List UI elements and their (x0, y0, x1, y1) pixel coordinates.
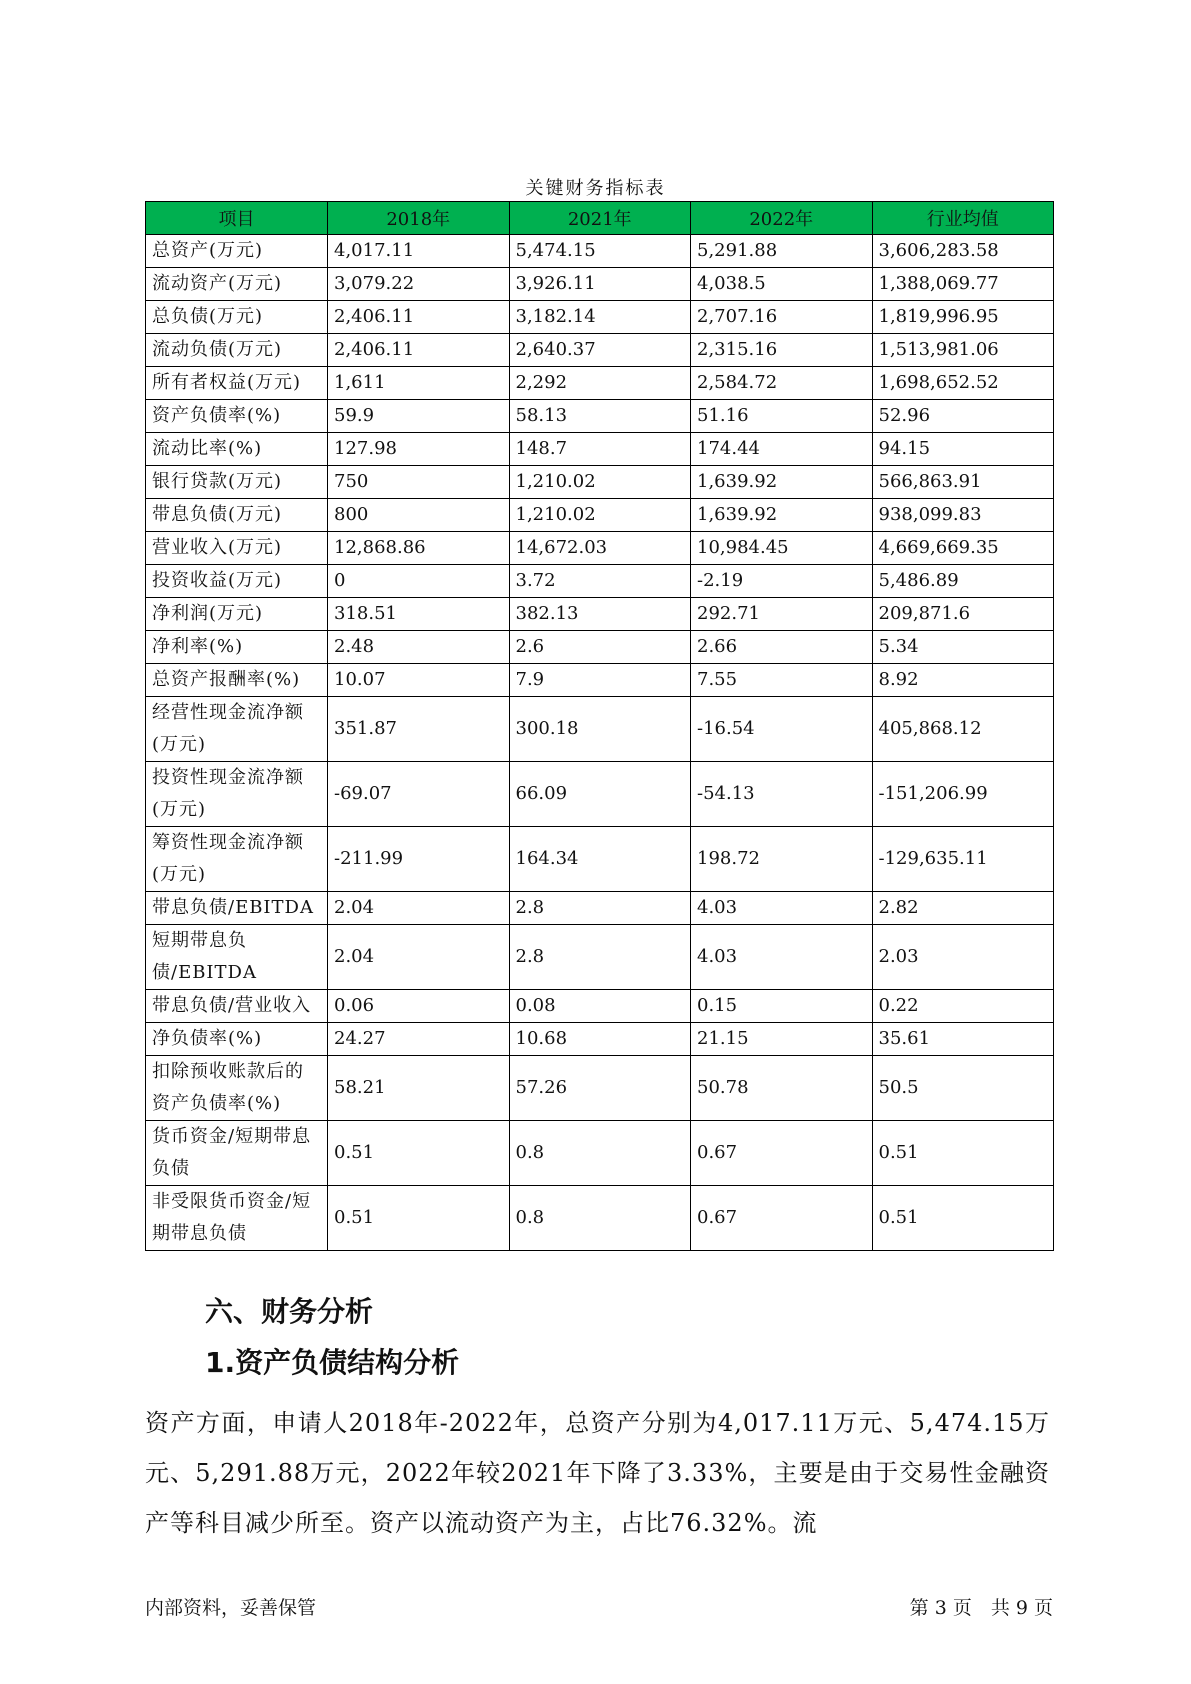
table-cell: 5,291.88 (691, 235, 873, 268)
table-cell: 4,669,669.35 (872, 532, 1054, 565)
table-cell: -16.54 (691, 697, 873, 762)
row-label: 筹资性现金流净额(万元) (146, 827, 328, 892)
table-cell: -129,635.11 (872, 827, 1054, 892)
table-cell: -211.99 (328, 827, 510, 892)
table-cell: 300.18 (509, 697, 691, 762)
row-label: 总负债(万元) (146, 301, 328, 334)
table-row (146, 400, 1054, 433)
table-cell: 148.7 (509, 433, 691, 466)
table-cell: 3,182.14 (509, 301, 691, 334)
table-cell: 24.27 (328, 1023, 510, 1056)
table-cell: -54.13 (691, 762, 873, 827)
table-cell: 3,926.11 (509, 268, 691, 301)
table-cell: 3,079.22 (328, 268, 510, 301)
table-cell: 2.66 (691, 631, 873, 664)
table-cell: 4,017.11 (328, 235, 510, 268)
table-cell: 3,606,283.58 (872, 235, 1054, 268)
row-label: 短期带息负债/EBITDA (146, 925, 328, 990)
table-row (146, 598, 1054, 631)
table-cell: 0.22 (872, 990, 1054, 1023)
row-label: 投资收益(万元) (146, 565, 328, 598)
table-row (146, 433, 1054, 466)
table-cell: 1,513,981.06 (872, 334, 1054, 367)
table-row (146, 762, 1054, 827)
table-cell: 2.48 (328, 631, 510, 664)
table-cell: -151,206.99 (872, 762, 1054, 827)
table-cell: 0.51 (872, 1186, 1054, 1251)
row-label: 净利润(万元) (146, 598, 328, 631)
table-cell: 1,210.02 (509, 466, 691, 499)
table-cell: 51.16 (691, 400, 873, 433)
table-cell: 0.67 (691, 1121, 873, 1186)
table-cell: 5,486.89 (872, 565, 1054, 598)
table-row (146, 367, 1054, 400)
footer-confidential-note: 内部资料，妥善保管 (145, 1597, 317, 1619)
table-cell: 2.04 (328, 925, 510, 990)
row-label: 流动负债(万元) (146, 334, 328, 367)
table-cell: 2.82 (872, 892, 1054, 925)
table-row (146, 990, 1054, 1023)
table-cell: 1,819,996.95 (872, 301, 1054, 334)
table-cell: 52.96 (872, 400, 1054, 433)
table-cell: 5,474.15 (509, 235, 691, 268)
table-cell: -2.19 (691, 565, 873, 598)
table-cell: 2,640.37 (509, 334, 691, 367)
table-row (146, 631, 1054, 664)
table-cell: 59.9 (328, 400, 510, 433)
table-row (146, 827, 1054, 892)
table-row (146, 301, 1054, 334)
table-cell: 0.15 (691, 990, 873, 1023)
table-cell: 50.78 (691, 1056, 873, 1121)
table-cell: 0.06 (328, 990, 510, 1023)
table-cell: 4,038.5 (691, 268, 873, 301)
table-cell: 35.61 (872, 1023, 1054, 1056)
table-cell: 0.08 (509, 990, 691, 1023)
section-heading: 六、财务分析 (205, 1295, 374, 1328)
row-label: 带息负债/营业收入 (146, 990, 328, 1023)
table-cell: 0.51 (872, 1121, 1054, 1186)
row-label: 营业收入(万元) (146, 532, 328, 565)
row-label: 流动比率(%) (146, 433, 328, 466)
table-cell: 405,868.12 (872, 697, 1054, 762)
header-2018: 2018年 (328, 202, 510, 235)
row-label: 银行贷款(万元) (146, 466, 328, 499)
table-cell: 938,099.83 (872, 499, 1054, 532)
header-2022: 2022年 (691, 202, 873, 235)
table-cell: 0 (328, 565, 510, 598)
table-row (146, 1121, 1054, 1186)
table-cell: 7.55 (691, 664, 873, 697)
table-cell: 4.03 (691, 925, 873, 990)
table-cell: 10,984.45 (691, 532, 873, 565)
table-cell: 8.92 (872, 664, 1054, 697)
table-cell: 7.9 (509, 664, 691, 697)
table-cell: 58.21 (328, 1056, 510, 1121)
table-row (146, 565, 1054, 598)
table-cell: 2.8 (509, 925, 691, 990)
table-cell: 3.72 (509, 565, 691, 598)
row-label: 总资产报酬率(%) (146, 664, 328, 697)
table-cell: 198.72 (691, 827, 873, 892)
table-row (146, 664, 1054, 697)
header-2021: 2021年 (509, 202, 691, 235)
table-cell: 127.98 (328, 433, 510, 466)
table-row (146, 334, 1054, 367)
table-cell: 2.8 (509, 892, 691, 925)
row-label: 经营性现金流净额(万元) (146, 697, 328, 762)
table-cell: 750 (328, 466, 510, 499)
header-item: 项目 (146, 202, 328, 235)
table-header-row (146, 202, 1054, 235)
table-row (146, 892, 1054, 925)
row-label: 货币资金/短期带息负债 (146, 1121, 328, 1186)
table-cell: 0.8 (509, 1186, 691, 1251)
table-cell: -69.07 (328, 762, 510, 827)
table-cell: 2.04 (328, 892, 510, 925)
table-cell: 1,639.92 (691, 499, 873, 532)
table-cell: 57.26 (509, 1056, 691, 1121)
table-cell: 2.6 (509, 631, 691, 664)
row-label: 扣除预收账款后的资产负债率(%) (146, 1056, 328, 1121)
header-industry-average: 行业均值 (872, 202, 1054, 235)
table-cell: 1,210.02 (509, 499, 691, 532)
table-cell: 0.51 (328, 1186, 510, 1251)
table-cell: 292.71 (691, 598, 873, 631)
subsection-heading: 1.资产负债结构分析 (205, 1346, 460, 1379)
row-label: 所有者权益(万元) (146, 367, 328, 400)
row-label: 带息负债(万元) (146, 499, 328, 532)
table-row (146, 1023, 1054, 1056)
table-cell: 2,315.16 (691, 334, 873, 367)
table-cell: 21.15 (691, 1023, 873, 1056)
table-cell: 2.03 (872, 925, 1054, 990)
row-label: 总资产(万元) (146, 235, 328, 268)
table-row (146, 268, 1054, 301)
table-cell: 164.34 (509, 827, 691, 892)
table-cell: 1,698,652.52 (872, 367, 1054, 400)
table-cell: 0.8 (509, 1121, 691, 1186)
table-row (146, 925, 1054, 990)
table-cell: 0.67 (691, 1186, 873, 1251)
table-cell: 2,406.11 (328, 301, 510, 334)
table-caption: 关键财务指标表 (525, 178, 666, 199)
table-cell: 4.03 (691, 892, 873, 925)
table-cell: 10.68 (509, 1023, 691, 1056)
table-row (146, 532, 1054, 565)
table-cell: 1,639.92 (691, 466, 873, 499)
table-row (146, 697, 1054, 762)
footer-page-number: 第 3 页 共 9 页 (909, 1597, 1053, 1619)
table-cell: 14,672.03 (509, 532, 691, 565)
row-label: 净利率(%) (146, 631, 328, 664)
table-cell: 174.44 (691, 433, 873, 466)
table-cell: 12,868.86 (328, 532, 510, 565)
table-cell: 2,406.11 (328, 334, 510, 367)
table-cell: 50.5 (872, 1056, 1054, 1121)
table-cell: 382.13 (509, 598, 691, 631)
table-cell: 351.87 (328, 697, 510, 762)
table-cell: 58.13 (509, 400, 691, 433)
row-label: 非受限货币资金/短期带息负债 (146, 1186, 328, 1251)
table-cell: 1,388,069.77 (872, 268, 1054, 301)
key-financial-indicators-table (145, 201, 1054, 1251)
row-label: 资产负债率(%) (146, 400, 328, 433)
row-label: 投资性现金流净额(万元) (146, 762, 328, 827)
table-cell: 0.51 (328, 1121, 510, 1186)
row-label: 净负债率(%) (146, 1023, 328, 1056)
table-cell: 566,863.91 (872, 466, 1054, 499)
table-cell: 209,871.6 (872, 598, 1054, 631)
table-cell: 800 (328, 499, 510, 532)
table-cell: 5.34 (872, 631, 1054, 664)
table-cell: 318.51 (328, 598, 510, 631)
table-cell: 2,292 (509, 367, 691, 400)
table-cell: 66.09 (509, 762, 691, 827)
table-cell: 2,707.16 (691, 301, 873, 334)
table-row (146, 1056, 1054, 1121)
table-cell: 1,611 (328, 367, 510, 400)
table-row (146, 466, 1054, 499)
table-row (146, 235, 1054, 268)
row-label: 流动资产(万元) (146, 268, 328, 301)
table-row (146, 1186, 1054, 1251)
table-cell: 94.15 (872, 433, 1054, 466)
table-cell: 10.07 (328, 664, 510, 697)
table-cell: 2,584.72 (691, 367, 873, 400)
row-label: 带息负债/EBITDA (146, 892, 328, 925)
table-row (146, 499, 1054, 532)
body-paragraph: 资产方面，申请人2018年-2022年，总资产分别为4,017.11万元、5,474.15万元、5,291.88万元，2022年较2021年下降了3.33%，主要是由于交易性金融资产等科目减少所至。资产以流动资产为主，占比76.32%。流 (145, 1409, 1050, 1537)
